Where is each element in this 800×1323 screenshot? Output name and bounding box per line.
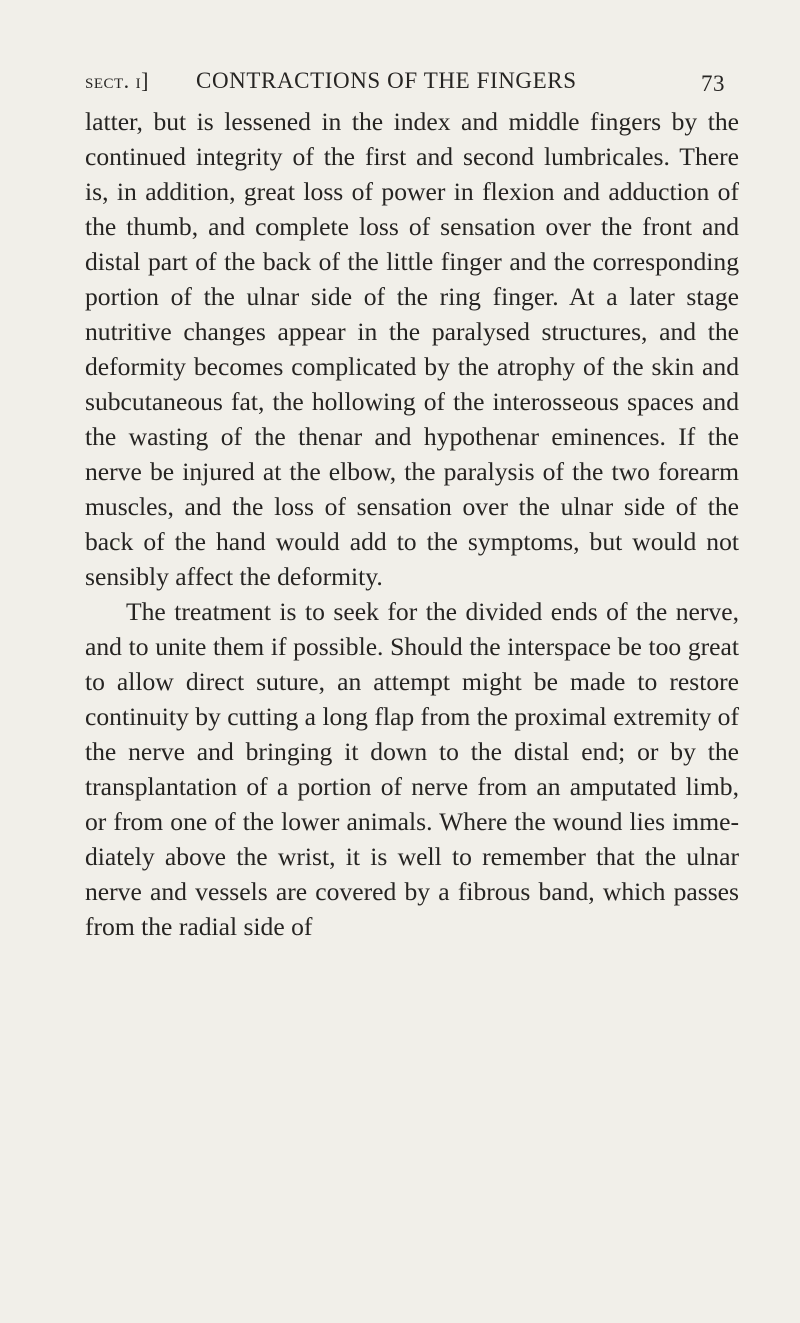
section-label: sect. i] <box>85 68 149 93</box>
paragraph-2: The treatment is to seek for the divided ends of the nerve, and to unite them if possible. Should the interspace be too great to allow direct suture, an attempt might be made to restore continuity by cutting a long flap from the proximal extremity of the nerve and bringing it down to the distal end; or by the transplantation of a portion of nerve from an amputated limb, or from one of the lower animals. Where the wound lies imme-diately above the wrist, it is well to remember that the ulnar nerve and vessels are covered by a fibrous band, which passes from the radial side of <box>85 597 739 941</box>
page-number: 73 <box>701 71 725 96</box>
chapter-title: CONTRACTIONS OF THE FINGERS <box>196 68 577 93</box>
paragraph-1: latter, but is lessened in the index and middle fingers by the continued integrity of the first and second lumbricales. There is, in addition, great loss of power in flexion and adduction of the thumb, and complete loss of sensation over the front and distal part of the back of the little finger and the corresponding portion of the ulnar side of the ring finger. At a later stage nutritive changes appear in the paralysed structures, and the deformity becomes complicated by the atrophy of the skin and subcutaneous fat, the hollowing of the interosseous spaces and the wasting of the thenar and hypothenar eminences. If the nerve be injured at the elbow, the paralysis of the two forearm muscles, and the loss of sensation over the ulnar side of the back of the hand would add to the symptoms, but would not sensibly affect the deformity. <box>85 107 739 591</box>
body-text <box>85 104 739 944</box>
running-head <box>85 66 725 96</box>
